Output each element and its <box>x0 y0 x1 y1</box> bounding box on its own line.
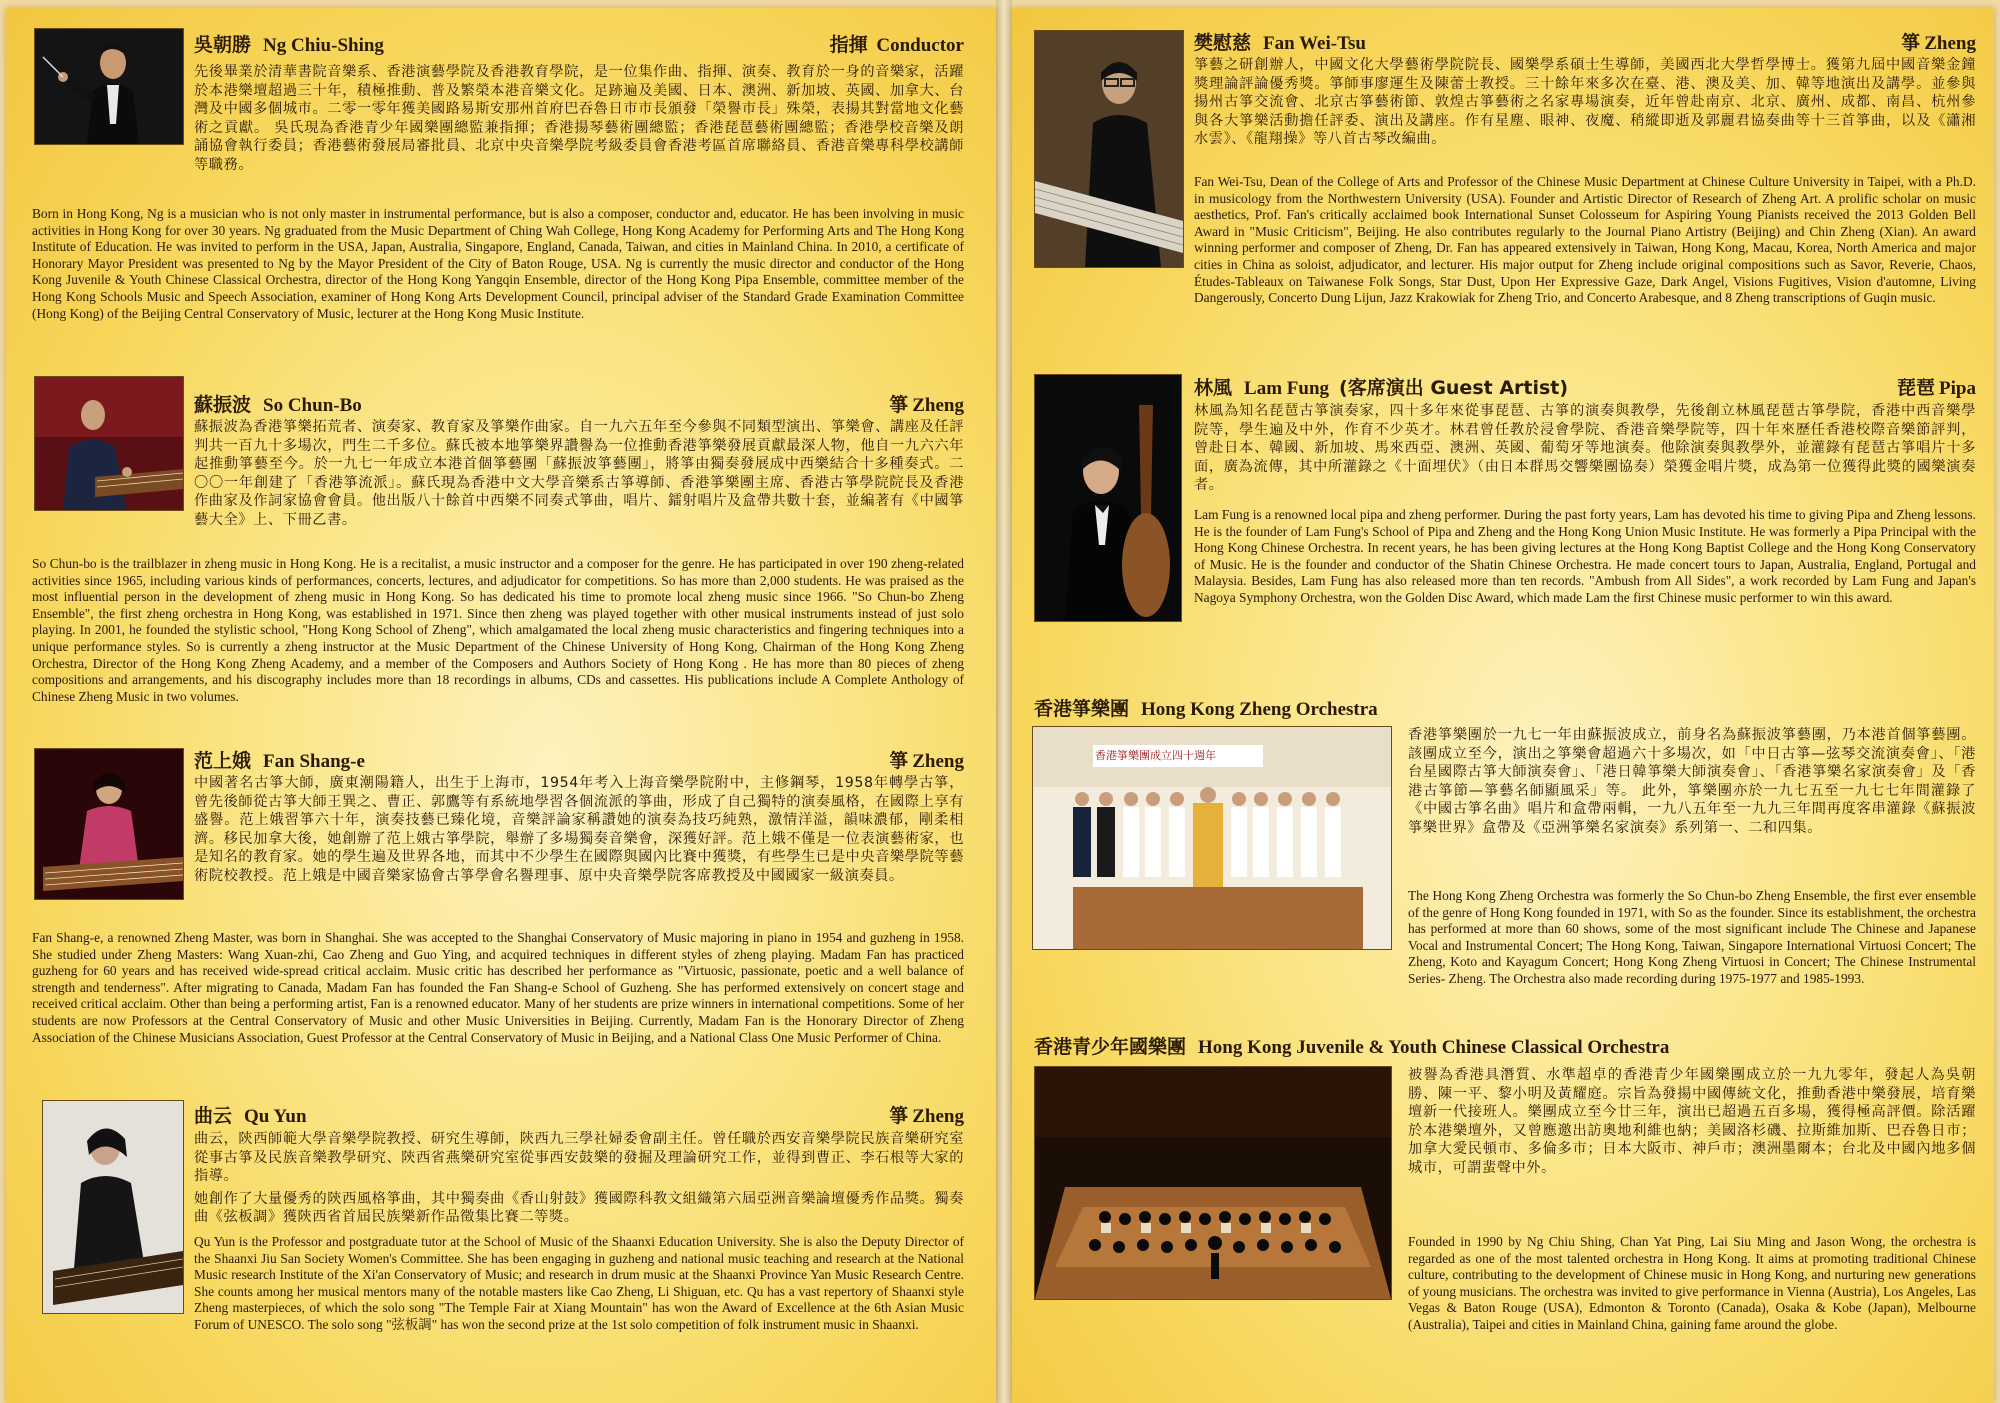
qu-name-en: Qu Yun <box>244 1106 307 1127</box>
qu-bio-zh-1: 曲云，陝西師範大學音樂學院教授、研究生導師，陝西九三學社婦委會副主任。曾任職於西安音樂學院民族音樂研究室從事古箏及民族音樂教學研究、陝西省燕樂研究室從事西安鼓樂的發掘及理論研究工作，並得到曹正、李石根等大家的指導。 <box>194 1131 964 1185</box>
lam-role-zh: 琵琶 <box>1897 377 1936 399</box>
ng-role <box>830 30 964 57</box>
lam-guest: (客席演出 Guest Artist) <box>1339 377 1569 399</box>
hkzo-photo <box>1032 726 1392 950</box>
fanwt-role-zh: 箏 <box>1901 32 1921 54</box>
ng-role-en: Conductor <box>876 35 964 56</box>
lam-name-zh: 林風 <box>1194 377 1233 399</box>
so-heading <box>194 390 964 418</box>
qu-yun-heading <box>194 1101 964 1129</box>
booklet-spine <box>996 0 1012 1403</box>
ng-bio-en-wrap <box>32 206 964 322</box>
juvenile-heading <box>1034 1032 1976 1060</box>
ng-bio-zh: 先後畢業於清華書院音樂系、香港演藝學院及香港教育學院，是一位集作曲、指揮、演奏、教育於一身的音樂家，活躍於本港樂壇超過三十年，積極推動、普及繁榮本港音樂文化。足跡遍及美國、日本、澳洲、新加坡、英國、加拿大、台灣及中國多個城市。二零一零年獲美國路易斯安那州首府巴吞魯日市市長頒發「榮譽市長」殊榮，表揚其對當地文化藝術之貢獻。 吳氏現為香港青少年國樂團總監兼指揮；香港揚琴藝術團總監；香港琵琶藝術團總監；香港學校音樂及朗誦協會執行委員；香港藝術發展局審批員、北京中央音樂學院考級委員會香港考區首席聯絡員、香港音樂專科學校講師等職務。 <box>194 64 964 173</box>
juvenile-name-zh: 香港青少年國樂團 <box>1034 1036 1187 1058</box>
so-role-en: Zheng <box>912 395 964 416</box>
fan-bio-zh-wrap <box>194 774 964 886</box>
fan-wei-tsu-heading <box>1194 28 1976 56</box>
hkzo-heading <box>1034 694 1976 722</box>
right-page <box>1012 8 1994 1403</box>
qu-bio-zh-wrap <box>194 1130 964 1227</box>
ng-name-zh: 吳朝勝 <box>194 34 252 56</box>
hkzo-name-en: Hong Kong Zheng Orchestra <box>1141 699 1378 720</box>
fanwt-role <box>1901 28 1976 55</box>
so-name-en: So Chun-Bo <box>263 395 362 416</box>
fan-name-en: Fan Shang-e <box>263 751 365 772</box>
so-bio-zh-wrap <box>194 418 964 530</box>
hkzo-name-zh: 香港箏樂團 <box>1034 698 1130 720</box>
lam-role <box>1897 373 1976 400</box>
fanwt-bio-en: Fan Wei-Tsu, Dean of the College of Arts and Professor of the Chinese Music Department at Chinese Culture University in Taipei, with a Ph.D. in musicology from the Northwestern University (USA). Founder and Artistic Director of Research of Zheng Art. A prolific scholar on music aesthetics, Prof. Fan's critically acclaimed book International Sunset Colosseum for Aspiring Young Pianists received the 2013 Golden Bell Award in "Music Criticism", Beijing. He also contributes regularly to the Journal Piano Artistry (Beijing) and Chin Zheng (Xian). An award winning performer and composer of Zheng, Dr. Fan has appeared extensively in Taiwan, Hong Kong, Macau, Korea, North America and major cities in China as soloist, adjudicator, and lecturer. His major output for Zheng include original compositions such as Savor, Reverie, Chaos, Études-Tableaux on Taiwanese Folk Songs, Star Dust, Upon Her Expressive Gaze, Dark Angel, Visions Fugitives, Vision d'automne, Living Dangerously, Concerto Dung Lijun, Jazz Krakowiak for Zheng Trio, and Concerto Arabesque, and 8 Zheng transcriptions of Guqin music. <box>1194 174 1976 306</box>
ng-bio-en: Born in Hong Kong, Ng is a musician who is not only master in instrumental performance, but is also a composer, conductor and, educator. He has been involving in music activities in Hong Kong for over 30 years. Ng graduated from the Music Department of Ching Wah College, Hong Kong Academy for Performing Arts and The Hong Kong Institute of Education. He was invited to perform in the USA, Japan, Australia, Singapore, England, Canada, Taiwan, and cities in Mainland China. In 2010, a certificate of Honorary Mayor President was presented to Ng by the Mayor President of the City of Baton Rouge, USA. Ng is currently the music director and conductor of the Hong Kong Juvenile & Youth Chinese Classical Orchestra, director of the Hong Kong Yangqin Ensemble, director of the Hong Kong Pipa Ensemble, committee member of the Hong Kong Schools Music and Speech Association, examiner of Hong Kong Arts Development Council, principal adviser of the Standard Grade Examination Committee (Hong Kong) of the Beijing Central Conservatory of Music, lecturer at the Hong Kong Music Institute. <box>32 206 964 321</box>
lam-role-en: Pipa <box>1939 378 1976 399</box>
fan-wei-tsu-photo <box>1034 30 1184 268</box>
juvenile-bio-zh: 被譽為香港具潛質、水準超卓的香港青少年國樂團成立於一九九零年，發起人為吳朝勝、陳一平、黎小明及黃耀庭。宗旨為發揚中國傳統文化，推動香港中樂發展，培育樂壇新一代接班人。樂團成立至今廿三年，演出已超過五百多場，獲得極高評價。除活躍於本港樂壇外，又曾應邀出訪奧地利維也納；美國洛杉磯、拉斯維加斯、巴吞魯日市；加拿大愛民頓市、多倫多市；日本大阪市、神戶市；澳洲墨爾本；台北及中國內地多個城市，可謂蜚聲中外。 <box>1408 1067 1976 1176</box>
fan-role-zh: 箏 <box>889 750 909 772</box>
fan-shang-e-heading <box>194 746 964 774</box>
fan-role-en: Zheng <box>912 751 964 772</box>
lam-name-en: Lam Fung <box>1244 378 1330 399</box>
so-bio-en-wrap <box>32 556 964 705</box>
lam-fung-photo <box>1034 374 1182 622</box>
fan-bio-zh: 中國著名古箏大師，廣東潮陽籍人，出生于上海市，1954年考入上海音樂學院附中，主修鋼琴，1958年轉學古箏，曾先後師從古箏大師王巽之、曹正、郭鷹等有系統地學習各個流派的箏曲，形成了自己獨特的演奏風格，在國際上享有盛譽。范上娥習箏六十年，演奏技藝已臻化境，音樂評論家稱讚她的演奏為技巧純熟，激情洋溢，韻味濃郁，剛柔相濟。移民加拿大後，她創辦了范上娥古箏學院，舉辦了多場獨奏音樂會，深獲好評。范上娥不僅是一位表演藝術家，也是知名的教育家。她的學生遍及世界各地，而其中不少學生在國際與國內比賽中獲獎，有些學生已是中央音樂學院等藝術院校教授。范上娥是中國音樂家協會古箏學會名譽理事、原中央音樂學院客席教授及中國國家一級演奏員。 <box>194 775 964 884</box>
qu-role-en: Zheng <box>912 1106 964 1127</box>
fanwt-bio-zh-wrap <box>1194 56 1976 149</box>
qu-bio-en-wrap <box>194 1234 964 1334</box>
hkzo-bio-en-wrap <box>1408 888 1976 988</box>
so-role-zh: 箏 <box>889 394 909 416</box>
qu-role-zh: 箏 <box>889 1105 909 1127</box>
so-chun-bo-photo <box>34 376 184 511</box>
fan-name-zh: 范上娥 <box>194 750 252 772</box>
ng-role-zh: 指揮 <box>829 34 868 56</box>
qu-yun-photo <box>42 1100 184 1314</box>
ng-name-en: Ng Chiu-Shing <box>263 35 384 56</box>
juvenile-bio-en-wrap <box>1408 1234 1976 1334</box>
fanwt-bio-zh: 箏藝之研創辦人，中國文化大學藝術學院院長、國樂學系碩士生導師，美國西北大學哲學博士。獲第九屆中國音樂金鐘獎理論評論優秀獎。箏師事廖運生及陳蕾士教授。三十餘年來多次在臺、港、澳及美、加、韓等地演出及講學。並參與揚州古箏交流會、北京古箏藝術節、敦煌古箏藝術之名家專場演奏，近年曾赴南京、北京、廣州、成都、南昌、杭州參與各大箏樂活動擔任評委、演出及講座。作有星塵、眼神、夜魔、稍縱即逝及郭麗君協奏曲等十三首箏曲，以及《瀟湘水雲》、《龍翔操》等八首古琴改編曲。 <box>1194 57 1976 148</box>
lam-bio-zh: 林風為知名琵琶古箏演奏家，四十多年來從事琵琶、古箏的演奏與教學，先後創立林風琵琶古箏學院，香港中西音樂學院等，學生遍及中外，作育不少英才。林君曾任教於浸會學院、香港音樂學院等，四十年來歷任香港校際音樂節評判，曾赴日本、韓國、新加坡、馬來西亞、澳洲、英國、葡萄牙等地演奏。他除演奏與教學外，並灌錄有琵琶古箏唱片十多面，廣為流傳，其中所灌錄之《十面埋伏》（由日本群馬交響樂團協奏）榮獲金唱片獎，成為第一位獲得此獎的國樂演奏者。 <box>1194 403 1976 494</box>
qu-bio-zh-2: 她創作了大量優秀的陝西風格箏曲，其中獨奏曲《香山射鼓》獲國際科教文組織第六屆亞洲音樂論壇優秀作品獎。獨奏曲《弦板調》獲陝西省首屆民族樂新作品徵集比賽二等獎。 <box>194 1190 964 1226</box>
fan-bio-en-wrap <box>32 930 964 1046</box>
so-name-zh: 蘇振波 <box>194 394 252 416</box>
qu-bio-en: Qu Yun is the Professor and postgraduate tutor at the School of Music of the Shaanxi Education University. She is also the Deputy Director of the Shaanxi Jiu San Society Women's Committee. She has been engaging in guzheng and national music teaching and research at the National Music research Institute of the Xi'an Conservatory of Music; and research in drum music at the Shaanxi Province Yan Music Research Centre. She counts among her musical mentors many of the notable masters like Cao Zheng, Li Shiguan, etc. Qu has a vast repertory of Shaanxi style Zheng masterpieces, of which the solo song "The Temple Fair at Xiang Mountain" has won the Award of Excellence at the 6th Asian Music Forum of UNESCO. The solo song "弦板調" has won the second prize at the 1st solo competition of folk instrument music in Shaanxi. <box>194 1234 964 1332</box>
juvenile-bio-zh-wrap <box>1408 1066 1976 1178</box>
ng-bio-zh-wrap <box>194 63 964 175</box>
lam-bio-en: Lam Fung is a renowned local pipa and zheng performer. During the past forty years, Lam has devoted his time to giving Pipa and Zheng lessons. He is the founder of Lam Fung's School of Pipa and Zheng and the Hong Kong Union Music Institute. He was formerly a Pipa Principal with the Hong Kong Chinese Orchestra. In recent years, he has been giving lectures at the Hong Kong Baptist College and the Hong Kong Conservatory of Music. He is the founder and conductor of the Shatin Chinese Orchestra. He made concert tours to Japan, Australia, England, Portugal and Malaysia. Besides, Lam Fung has also released more than ten records. "Ambush from All Sides", a work recorded by Lam Fung and Japan's Nagoya Symphony Orchestra, won the Golden Disc Award, which made Lam the first Chinese music performer to win this award. <box>1194 507 1976 605</box>
hkzo-bio-zh-wrap <box>1408 726 1976 838</box>
hkzo-bio-zh: 香港箏樂團於一九七一年由蘇振波成立，前身名為蘇振波箏藝團，乃本港首個箏藝團。該團成立至今，演出之箏樂會超過六十多場次，如「中日古箏—弦琴交流演奏會」、「港台星國際古箏大師演奏會」、「港日韓箏樂大師演奏會」、「香港箏樂名家演奏會」及「香港古箏節—箏藝名師顯風采」等。 此外，箏樂團亦於一九七五至一九七七年間灌錄了《中國古箏名曲》唱片和盒帶兩輯，一九八五年至一九九三年間再度客串灌錄《蘇振波箏樂世界》盒帶及《亞洲箏樂名家演奏》系列第一、二和四集。 <box>1408 727 1976 836</box>
fanwt-bio-en-wrap <box>1194 174 1976 307</box>
fanwt-name-zh: 樊慰慈 <box>1194 32 1252 54</box>
fan-shang-e-photo <box>34 748 184 900</box>
juvenile-name-en: Hong Kong Juvenile & Youth Chinese Classical Orchestra <box>1198 1037 1670 1058</box>
qu-role <box>889 1101 964 1128</box>
fanwt-role-en: Zheng <box>1924 33 1976 54</box>
left-page <box>6 8 996 1403</box>
so-bio-zh: 蘇振波為香港箏樂拓荒者、演奏家、教育家及箏樂作曲家。自一九六五年至今參與不同類型演出、箏樂會、講座及任評判共一百九十多場次，門生二千多位。蘇氏被本地箏樂界讚譽為一位推動香港箏樂發展貢獻最深人物，他自一九六六年起推動箏藝至今。於一九七一年成立本港首個箏藝團「蘇振波箏藝團」，將箏由獨奏發展成中西樂結合十多種奏式。二〇〇一年創建了「香港箏流派」。蘇氏現為香港中文大學音樂系古箏導師、香港箏樂團主席、香港古箏學院院長及香港作曲家及作詞家協會會員。他出版八十餘首中西樂不同奏式箏曲，唱片、鐳射唱片及盒帶共數十套，並編著有《中國箏藝大全》上、下冊乙書。 <box>194 419 964 528</box>
fan-bio-en: Fan Shang-e, a renowned Zheng Master, was born in Shanghai. She was accepted to the Shanghai Conservatory of Music majoring in piano in 1954 and guzheng in 1958. She studied under Zheng Masters: Wang Xuan-zhi, Cao Zheng and Guo Ying, and acquired techniques in different styles of zheng playing. Madam Fan has practiced guzheng for 60 years and has received wide-spread critical acclaim. Music critic has described her performance as "Virtuosic, passionate, poetic and a well balance of strength and tenderness". After migrating to Canada, Madam Fan has founded the Fan Shang-e School of Guzheng. She has performed extensively on concert stage and received critical acclaim. Other than being a performing artist, Fan is a renowned educator. Many of her students are prize winners in international competitions. Some of her students are now Professors at the Central Conservatory of Music and other Music Universities in Beijing. Currently, Madam Fan is the Honorary Director of Zheng Association of the Chinese Musicians Association, Guest Professor at the Central Conservatory of Music in Beijing, and a National Class One Music Performer of China. <box>32 930 964 1045</box>
so-role <box>889 390 964 417</box>
hkzo-banner-text: 香港箏樂團成立四十週年 <box>1095 749 1216 762</box>
ng-chiu-shing-photo <box>34 28 184 145</box>
lam-bio-zh-wrap <box>1194 402 1976 495</box>
juvenile-bio-en: Founded in 1990 by Ng Chiu Shing, Chan Yat Ping, Lai Siu Ming and Jason Wong, the orchestra is regarded as one of the most talented orchestra in Hong Kong. It aims at promoting traditional Chinese culture, contributing to the development of Chinese music in Hong Kong, and nurturing new generations of young musicians. The orchestra was invited to give performance in Vienna (Austria), Los Angeles, Las Vegas & Baton Rouge (USA), Edmonton & Toronto (Canada), Osaka & Kobe (Japan), Melbourne (Australia), Taipei and cities in Mainland China, gaining fame around the globe. <box>1408 1234 1976 1332</box>
juvenile-orchestra-photo <box>1034 1066 1392 1300</box>
ng-heading <box>194 30 964 58</box>
fanwt-name-en: Fan Wei-Tsu <box>1263 33 1366 54</box>
fan-role <box>889 746 964 773</box>
so-bio-en: So Chun-bo is the trailblazer in zheng music in Hong Kong. He is a recitalist, a music instructor and a composer for the genre. He has participated in over 190 zheng-related activities since 1965, including various kinds of performances, concerts, lectures, and adjudicator for competitions. So has more than 2,000 students. He was praised as the most influential person in the development of zheng music in Hong Kong. So has dedicated his time to promote local zheng music since 1966. "So Chun-bo Zheng Ensemble", the first zheng orchestra in Hong Kong, was established in 1971. Since then zheng was played together with other musical instruments instead of just solo playing. In 2001, he founded the stylistic school, "Hong Kong School of Zheng", which amalgamated the local zheng music characteristics and fingering techniques into a unique performance styles. So is currently a zheng instructor at the Music Department of the Chinese University of Hong Kong, Chairman of the Hong Kong Zheng Orchestra, Director of the Hong Kong Zheng Academy, and a member of the Composers and Authors Society of Hong Kong . He has more than 80 pieces of zheng compositions and arrangements, and his discography includes more than 18 recordings in albums, CDs and cassettes. His publications include A Complete Anthology of Chinese Zheng Music in two volumes. <box>32 556 964 704</box>
hkzo-bio-en: The Hong Kong Zheng Orchestra was formerly the So Chun-bo Zheng Ensemble, the first ever ensemble of the genre of Hong Kong founded in 1971, with So as the founder. Since its establishment, the orchestra has performed at more than 60 shows, some of the most significant include The Chinese and Japanese Vocal and Instrumental Concert; The Hong Kong, Taiwan, Singapore International Virtuosi Concert; The Zheng, Koto and Kayagum Concert; Hong Kong Zheng Virtuosi in Concert; The Chinese Instrumental Series- Zheng. The Orchestra also made recording during 1975-1977 and 1985-1993. <box>1408 888 1976 986</box>
lam-bio-en-wrap <box>1194 507 1976 607</box>
qu-name-zh: 曲云 <box>194 1105 233 1127</box>
lam-fung-heading <box>1194 373 1976 401</box>
